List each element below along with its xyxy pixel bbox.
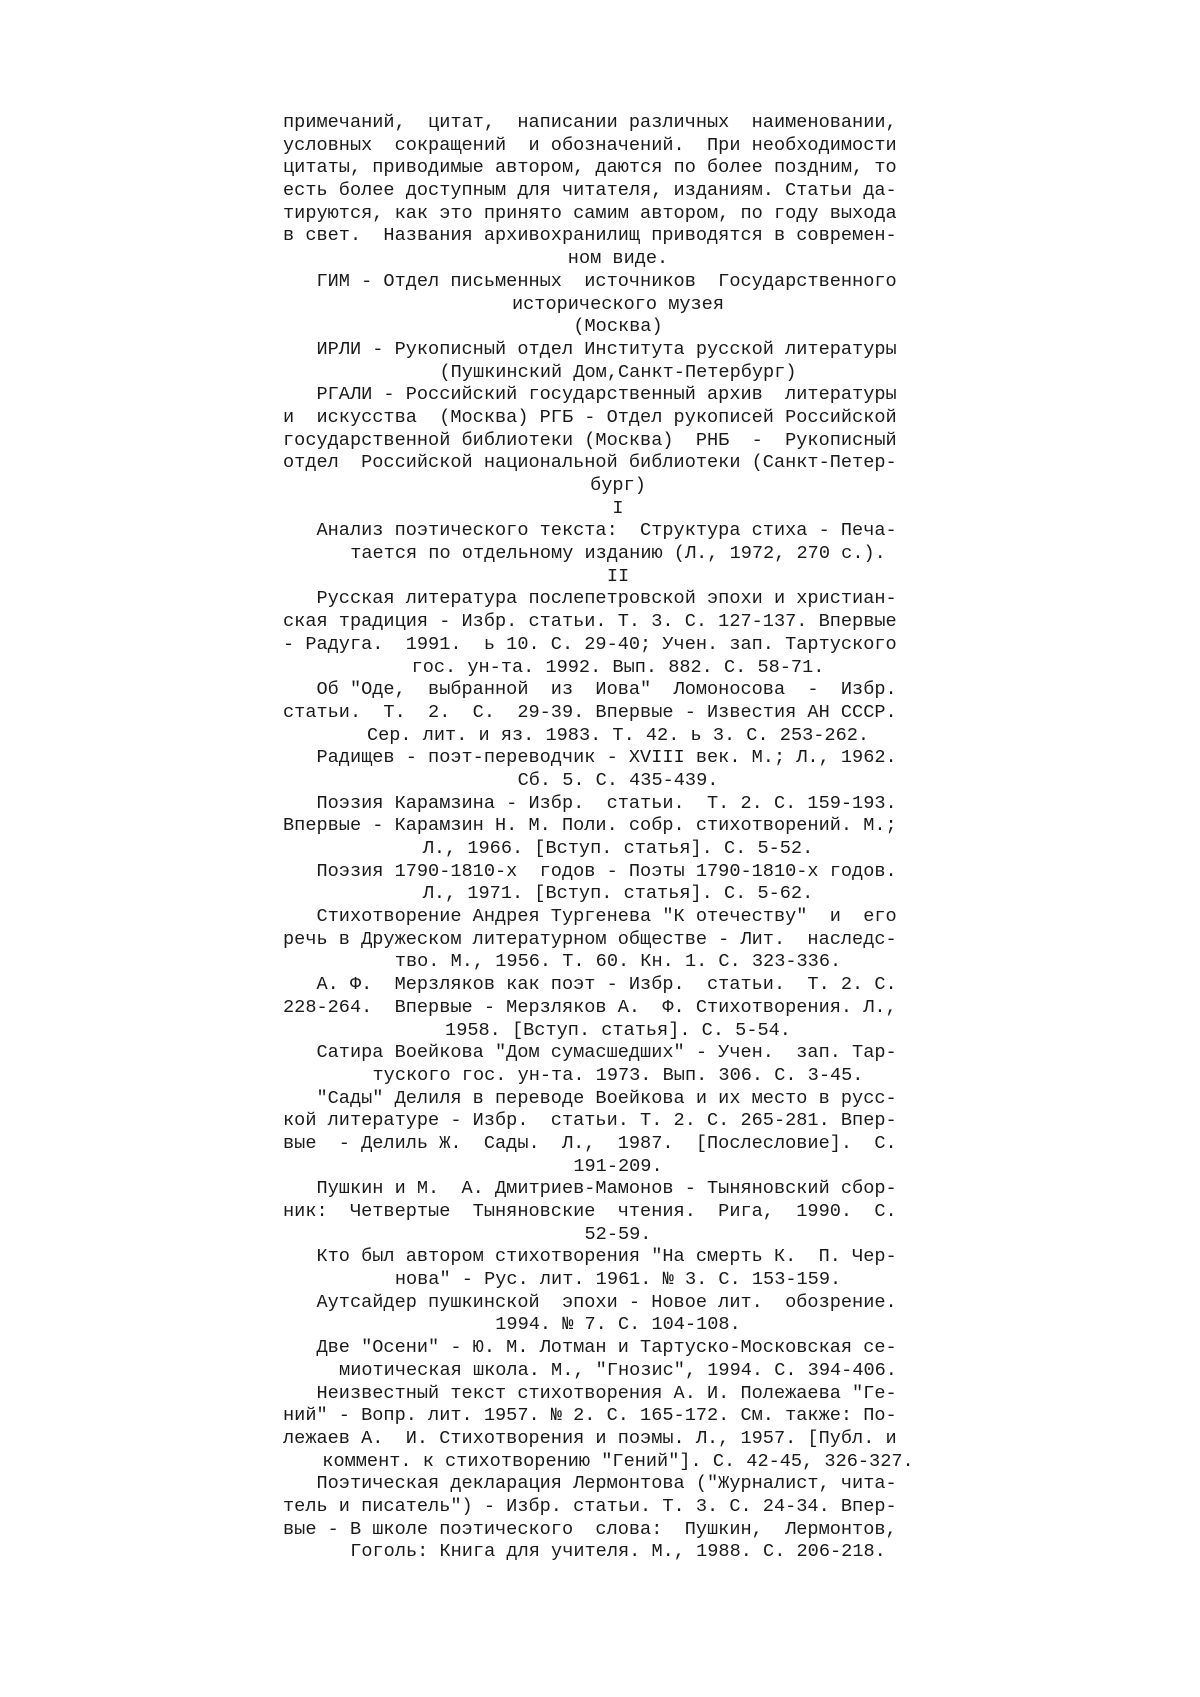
text-line: Сатира Воейкова "Дом сумасшедших" - Учен. зап. Тар-	[283, 1042, 897, 1064]
text-line: вые - В школе поэтического слова: Пушкин, Лермонтов,	[283, 1518, 897, 1540]
text-line: 1994. № 7. С. 104-108.	[495, 1314, 741, 1336]
text-line: Поэтическая декларация Лермонтова ("Журналист, чита-	[283, 1473, 897, 1495]
text-line: речь в Дружеском литературном обществе - Лит. наследс-	[283, 928, 897, 950]
text-line: (Москва)	[573, 316, 663, 338]
text-line: в свет. Названия архивохранилищ приводятся в современ-	[283, 225, 897, 247]
text-line: 228-264. Впервые - Мерзляков А. Ф. Стихотворения. Л.,	[283, 996, 897, 1018]
text-line: Сб. 5. С. 435-439.	[517, 769, 719, 791]
text-line: туского гос. ун-та. 1973. Вып. 306. С. 3-45.	[372, 1064, 864, 1086]
text-line: 52-59.	[584, 1223, 652, 1245]
text-line: РГАЛИ - Российский государственный архив литературы	[283, 384, 897, 406]
text-line: нова" - Рус. лит. 1961. № 3. С. 153-159.	[394, 1269, 842, 1291]
text-line: есть более доступным для читателя, изданиям. Статьи да-	[283, 180, 897, 202]
text-line: Гоголь: Книга для учителя. М., 1988. С. 206-218.	[350, 1541, 886, 1563]
text-line: II	[606, 565, 630, 587]
text-line: бург)	[590, 475, 646, 496]
text-line: Впервые - Карамзин Н. М. Поли. собр. стихотворений. М.;	[283, 815, 897, 837]
text-line: тво. М., 1956. Т. 60. Кн. 1. С. 323-336.	[394, 951, 842, 973]
text-line: тель и писатель") - Избр. статьи. Т. 3. С. 24-34. Впер-	[283, 1495, 897, 1517]
text-line: кой литературе - Избр. статьи. Т. 2. С. 265-281. Впер-	[283, 1110, 897, 1132]
text-line: государственной библиотеки (Москва) РНБ - Рукописный	[283, 429, 897, 451]
text-line: ИРЛИ - Рукописный отдел Института русской литературы	[283, 338, 897, 360]
text-line: цитаты, приводимые автором, даются по более поздним, то	[283, 157, 897, 179]
text-line: Пушкин и М. А. Дмитриев-Мамонов - Тыняновский сбор-	[283, 1178, 897, 1200]
text-line: тается по отдельному изданию (Л., 1972, 270 с.).	[350, 543, 886, 565]
text-line: (Пушкинский Дом,Санкт-Петербург)	[439, 361, 797, 383]
text-line: условных сокращений и обозначений. При необходимости	[283, 134, 897, 156]
text-line: вые - Делиль Ж. Сады. Л., 1987. [Послесловие]. С.	[283, 1132, 897, 1154]
text-line: Две "Осени" - Ю. М. Лотман и Тартуско-Московская се-	[283, 1337, 897, 1359]
text-line: А. Ф. Мерзляков как поэт - Избр. статьи. Т. 2. С.	[283, 974, 897, 996]
text-line: ская традиция - Избр. статьи. Т. 3. С. 127-137. Впервые	[283, 611, 897, 633]
text-line: гос. ун-та. 1992. Вып. 882. С. 58-71.	[411, 656, 825, 678]
text-line: 1958. [Вступ. статья]. С. 5-54.	[445, 1019, 791, 1041]
text-line: Неизвестный текст стихотворения А. И. Полежаева "Ге-	[283, 1382, 897, 1404]
text-line: миотическая школа. М., "Гнозис", 1994. С. 394-406.	[339, 1359, 897, 1381]
text-line: и искусства (Москва) РГБ - Отдел рукописей Российской	[283, 406, 897, 428]
text-line: Радищев - поэт-переводчик - XVIII век. М.; Л., 1962.	[283, 747, 897, 769]
text-line: ник: Четвертые Тыняновские чтения. Рига, 1990. С.	[283, 1201, 897, 1222]
text-line: "Сады" Делиля в переводе Воейкова и их место в русс-	[283, 1087, 897, 1109]
text-line: 191-209.	[573, 1155, 663, 1177]
text-line: Л., 1971. [Вступ. статья]. С. 5-62.	[422, 883, 814, 905]
text-line: ном виде.	[567, 248, 669, 270]
text-line: Стихотворение Андрея Тургенева "К отечеству" и его	[283, 906, 897, 928]
text-line: Аутсайдер пушкинской эпохи - Новое лит. обозрение.	[283, 1291, 897, 1313]
document-page	[283, 112, 953, 1564]
text-line: Анализ поэтического текста: Структура стиха - Печа-	[283, 520, 897, 542]
text-line: коммент. к стихотворению "Гений"]. С. 42-45, 326-327.	[322, 1450, 914, 1472]
text-line: ГИМ - Отдел письменных источников Государственного	[283, 270, 897, 292]
text-line: статьи. Т. 2. С. 29-39. Впервые - Известия АН СССР.	[283, 701, 897, 723]
text-line: отдел Российской национальной библиотеки (Санкт-Петер-	[283, 452, 897, 474]
text-line: Кто был автором стихотворения "На смерть К. П. Чер-	[283, 1246, 897, 1268]
text-line: ний" - Вопр. лит. 1957. № 2. С. 165-172. См. также: По-	[283, 1405, 897, 1427]
text-line: тируются, как это принято самим автором, по году выхода	[283, 202, 897, 224]
text-line: Русская литература послепетровской эпохи и христиан-	[283, 588, 897, 610]
text-line: Л., 1966. [Вступ. статья]. С. 5-52.	[422, 838, 814, 859]
text-line: Об "Оде, выбранной из Иова" Ломоносова - Избр.	[283, 679, 897, 701]
text-line: примечаний, цитат, написании различных наименовании,	[283, 112, 897, 133]
text-line: I	[612, 497, 624, 519]
text-line: Поэзия Карамзина - Избр. статьи. Т. 2. С. 159-193.	[283, 792, 897, 814]
text-line: лежаев А. И. Стихотворения и поэмы. Л., 1957. [Публ. и	[283, 1427, 897, 1449]
text-line: исторического музея	[511, 293, 724, 315]
text-line: Поэзия 1790-1810-х годов - Поэты 1790-1810-х годов.	[283, 860, 897, 882]
text-line: - Радуга. 1991. ь 10. С. 29-40; Учен. зап. Тартуского	[283, 633, 897, 655]
text-line: Сер. лит. и яз. 1983. Т. 42. ь 3. С. 253-262.	[366, 724, 870, 746]
